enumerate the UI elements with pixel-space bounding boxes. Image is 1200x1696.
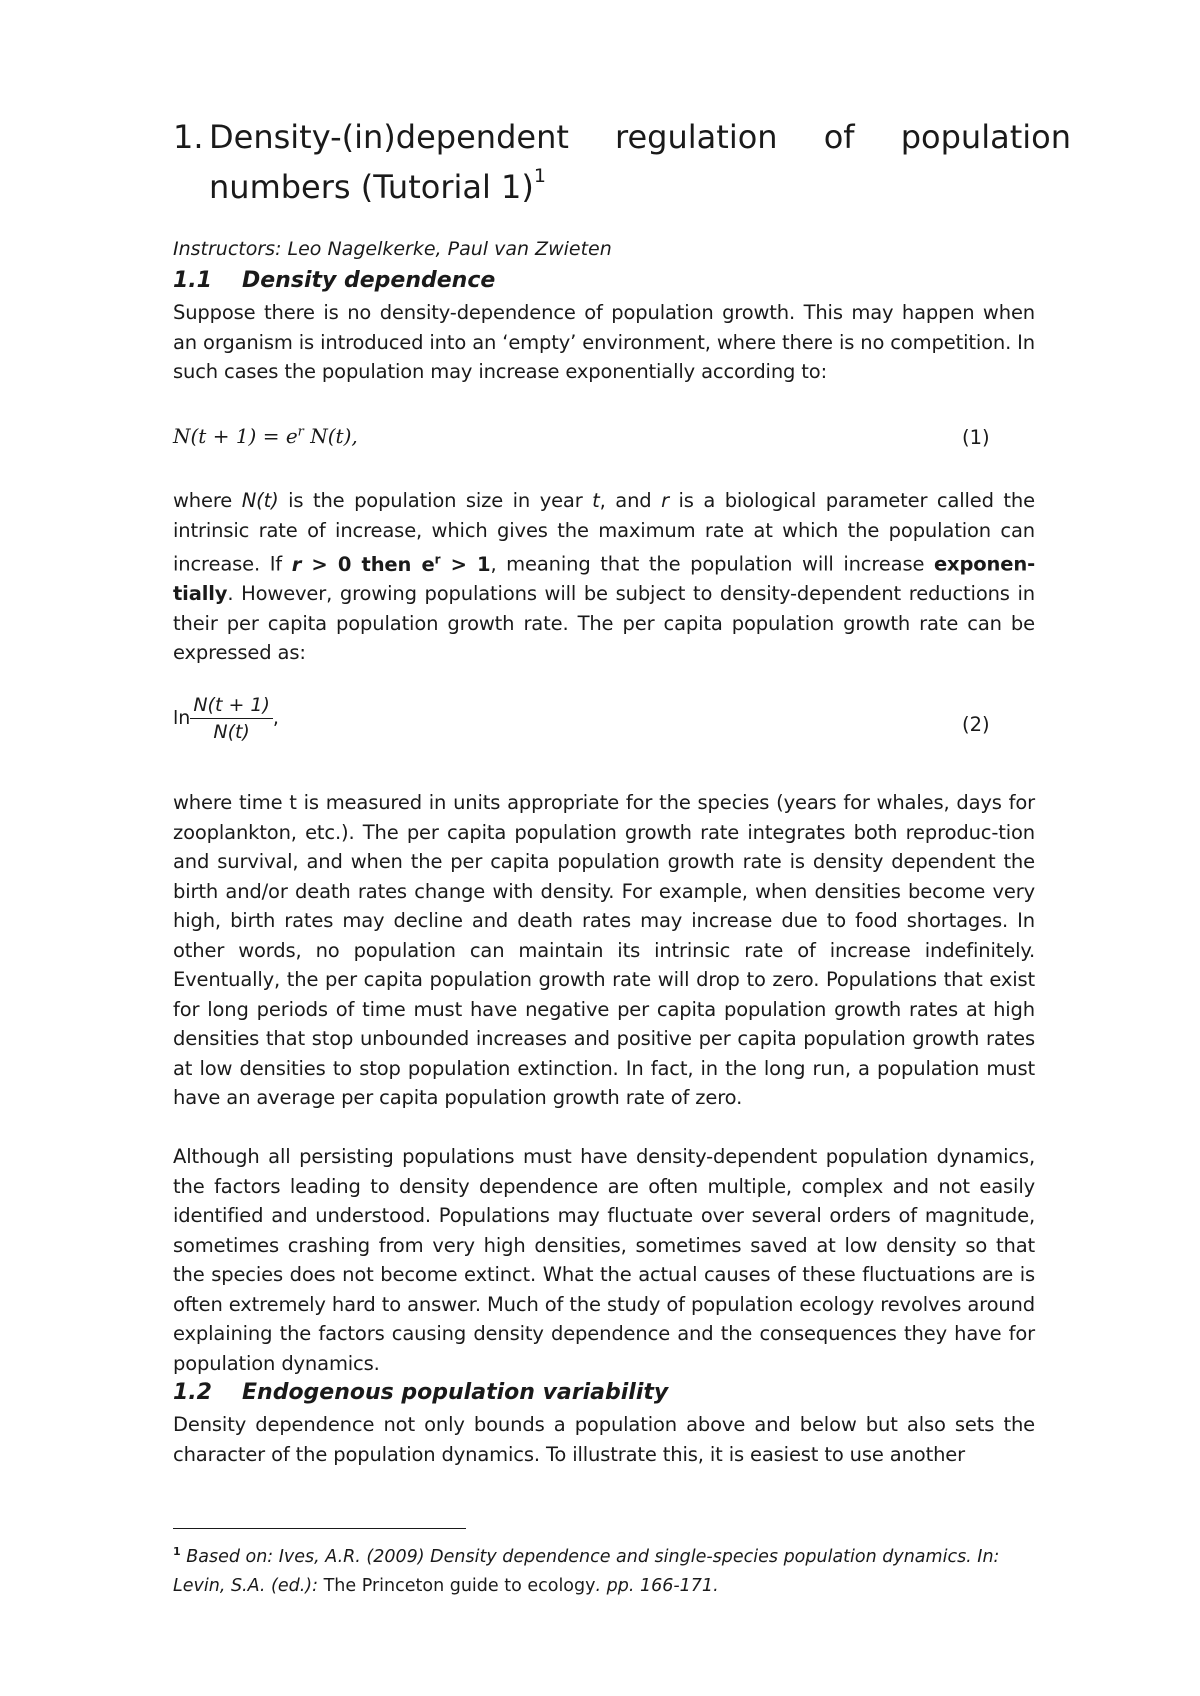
section-title: Endogenous population variability bbox=[242, 1380, 669, 1405]
section-number: 1.1 bbox=[173, 268, 212, 293]
eq1-rhs: N(t), bbox=[303, 424, 358, 448]
eq2-numerator: N(t + 1) bbox=[190, 694, 273, 719]
footnote-book-title: The Princeton guide to ecology bbox=[323, 1575, 596, 1596]
section-title: Density dependence bbox=[242, 268, 496, 293]
paragraph-per-capita: where time t is measured in units appropriate for the species (years for whales, days for zooplankton, etc.). The per capita population growth rate integrates both reproduc-tion and survival, and when the per capita population growth rate is density dependent the birth and/or death rates change with density. For example, when densities become very high, birth rates may decline and death rates may increase due to food shortages. In other words, no population can maintain its intrinsic rate of increase indefinitely. Eventually, the per capita population growth rate will drop to zero. Populations that exist for long periods of time must have negative per capita population growth rates at high densities that stop unbounded increases and positive per capita population growth rates at low densities to stop population extinction. In fact, in the long run, a population must have an average per capita population growth rate of zero. bbox=[173, 791, 1035, 1109]
chapter-title: Density-(in)dependent regulation of population numbers (Tutorial 1) bbox=[209, 118, 1071, 206]
footnote-mark: 1 bbox=[173, 1545, 181, 1558]
term-t: t bbox=[592, 489, 600, 512]
instructors-line: Instructors: Leo Nagelkerke, Paul van Zwieten bbox=[173, 238, 612, 260]
eq1-exponent: r bbox=[297, 424, 304, 440]
eq2-denominator: N(t) bbox=[213, 721, 250, 743]
equation-2-number: (2) bbox=[962, 713, 990, 736]
chapter-heading bbox=[173, 112, 1071, 212]
bold-exponentially: exponen-tially bbox=[173, 552, 1036, 605]
condition: r > 0 then $e^r > 1$ bbox=[291, 552, 491, 576]
chapter-number: 1. bbox=[173, 118, 204, 156]
paragraph-intrinsic-rate: where N(t) is the population size in year t, and r is a biological parameter called the intrinsic rate of increase, which gives the maximum rate at which the population can increase. If r > 0 then $e^r > 1$, meaning that the population will increase exponen-tially. However, growing populations will be subject to density-dependent reductions in their per capita population growth rate. The per capita population growth rate can be expressed as: bbox=[173, 489, 1036, 664]
paragraph-endogenous: Density dependence not only bounds a population above and below but also sets the character of the population dynamics. To illustrate this, it is easiest to use another bbox=[173, 1413, 1035, 1466]
equation-1 bbox=[173, 424, 1035, 448]
term-nt: N(t) bbox=[241, 489, 279, 512]
eq2-ln: ln bbox=[173, 707, 191, 729]
equation-2 bbox=[173, 694, 1035, 743]
footnote-separator bbox=[173, 1528, 466, 1529]
equation-1-number: (1) bbox=[962, 426, 990, 449]
term-r: r bbox=[661, 489, 669, 512]
section-heading-1-2 bbox=[173, 1378, 1035, 1408]
paragraph-intro: Suppose there is no density-dependence of population growth. This may happen when an organism is introduced into an ‘empty’ environment, where there is no competition. In such cases the population may increase exponentially according to: bbox=[173, 301, 1035, 383]
footnote-reference[interactable]: 1 bbox=[533, 165, 546, 188]
paragraph-persisting: Although all persisting populations must have density-dependent population dynamics, the factors leading to density dependence are often multiple, complex and not easily identified and understood. Populations may fluctuate over several orders of magnitude, sometimes crashing from very high densities, sometimes saved at low density so that the species does not become extinct. What the actual causes of these fluctuations are is often extremely hard to answer. Much of the study of population ecology revolves around explaining the factors causing density dependence and the consequences they have for population dynamics. bbox=[173, 1145, 1035, 1375]
section-heading-1-1 bbox=[173, 266, 1035, 296]
footnote: $^1$ Based on: Ives, A.R. (2009) Density dependence and single-species population dynamics. In: Levin, S.A. (ed.): The Princeton guide to ecology. pp. 166-171. bbox=[173, 1545, 1000, 1596]
eq2-fraction bbox=[190, 694, 273, 743]
eq2-comma: , bbox=[272, 707, 279, 729]
section-number: 1.2 bbox=[173, 1380, 212, 1405]
eq1-lhs: N(t + 1) = e bbox=[173, 424, 298, 448]
